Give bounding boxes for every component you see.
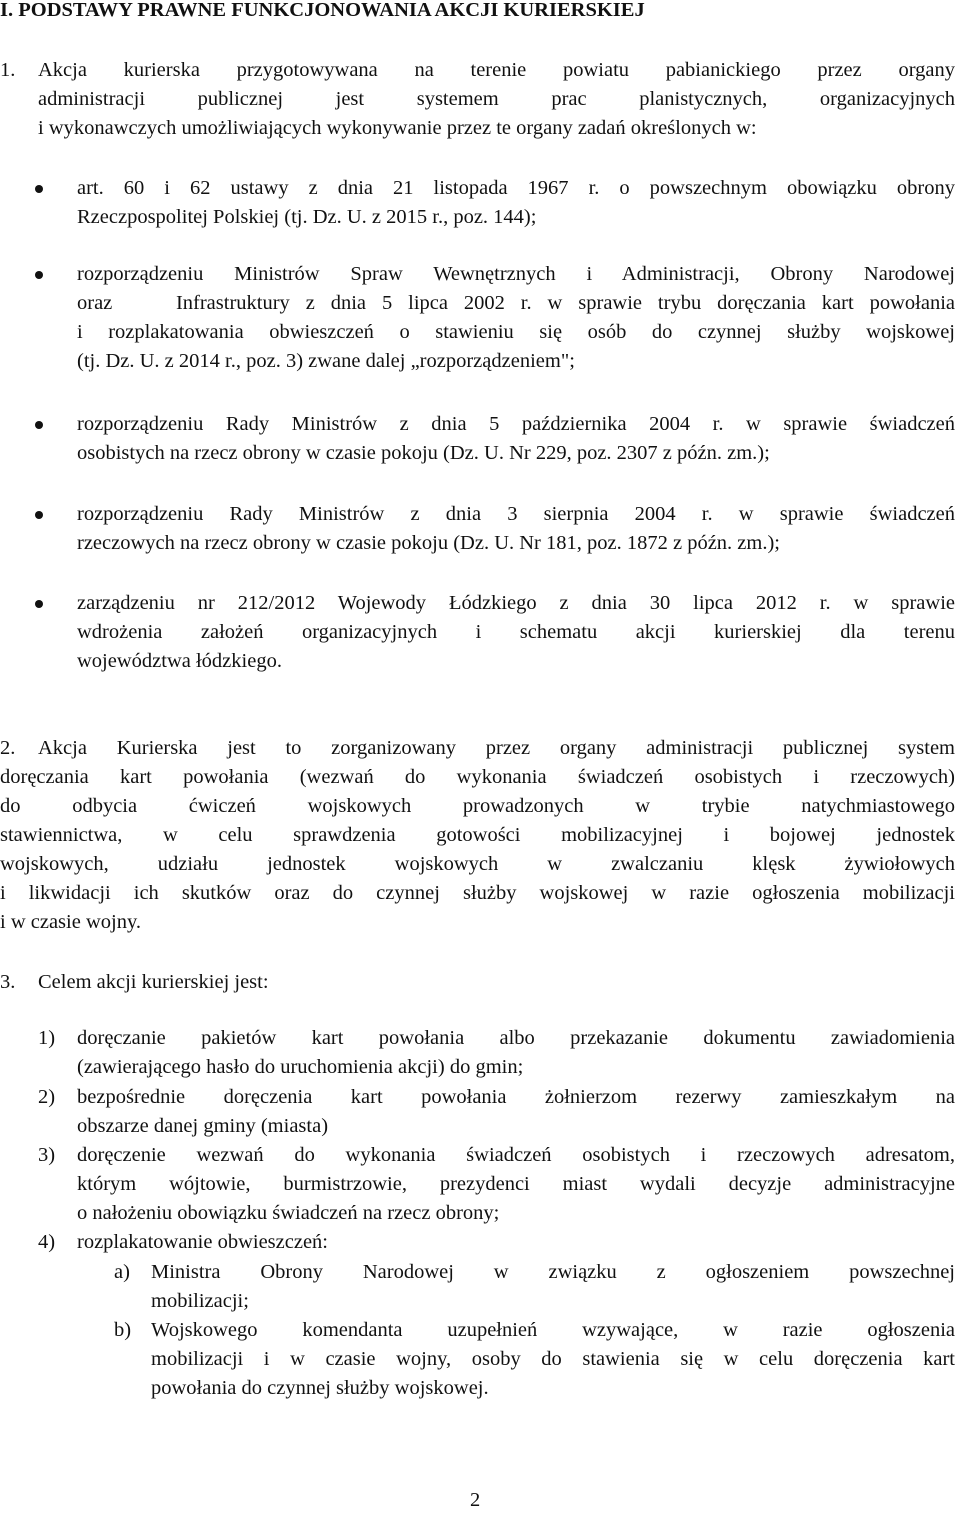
text-line: Wojskowego komendanta uzupełnień wzywające, w razie ogłoszenia: [151, 1319, 955, 1341]
bullet-icon: [35, 271, 43, 279]
paragraph-number: 1.: [0, 59, 16, 81]
text-line: do odbycia ćwiczeń wojskowych prowadzonych w trybie natychmiastowego: [0, 795, 955, 817]
bullet-icon: [35, 511, 43, 519]
item-label: 1): [38, 1027, 56, 1049]
text-line: o nałożeniu obowiązku świadczeń na rzecz obrony;: [77, 1202, 500, 1224]
paragraph-number: 3.: [0, 971, 16, 993]
text-line: wdrożenia założeń organizacyjnych i schematu akcji kurierskiej dla terenu: [77, 621, 955, 643]
text-line: rozporządzeniu Rady Ministrów z dnia 5 października 2004 r. w sprawie świadczeń: [77, 413, 955, 435]
text-line: województwa łódzkiego.: [77, 650, 282, 672]
paragraph-number: 2.: [0, 737, 16, 759]
item-label: 3): [38, 1144, 56, 1166]
text-line: doręczanie pakietów kart powołania albo przekazanie dokumentu zawiadomienia: [77, 1027, 955, 1049]
text-line: doręczenie wezwań do wykonania świadczeń osobistych i rzeczowych adresatom,: [77, 1144, 955, 1166]
item-label: a): [114, 1261, 130, 1283]
section-heading: I. PODSTAWY PRAWNE FUNKCJONOWANIA AKCJI KURIERSKIEJ: [0, 0, 645, 21]
bullet-icon: [35, 421, 43, 429]
text-line: (tj. Dz. U. z 2014 r., poz. 3) zwane dalej „rozporządzeniem";: [77, 350, 575, 372]
bullet-icon: [35, 185, 43, 193]
text-line: (zawierającego hasło do uruchomienia akcji) do gmin;: [77, 1056, 524, 1078]
text-line: oraz Infrastruktury z dnia 5 lipca 2002 r. w sprawie trybu doręczania kart powołania: [77, 292, 955, 314]
text-line: osobistych na rzecz obrony w czasie pokoju (Dz. U. Nr 229, poz. 2307 z późn. zm.);: [77, 442, 770, 464]
text-line: Akcja kurierska przygotowywana na terenie powiatu pabianickiego przez organy: [38, 59, 955, 81]
item-label: 4): [38, 1231, 56, 1253]
text-line: Akcja Kurierska jest to zorganizowany przez organy administracji publicznej system: [38, 737, 955, 759]
item-label: 2): [38, 1086, 56, 1108]
page-number: 2: [470, 1489, 481, 1511]
text-line: Ministra Obrony Narodowej w związku z ogłoszeniem powszechnej: [151, 1261, 955, 1283]
text-line: mobilizacji;: [151, 1290, 249, 1312]
text-line: obszarze danej gminy (miasta): [77, 1115, 329, 1137]
text-line: którym wójtowie, burmistrzowie, prezydenci miast wydali decyzje administracyjne: [77, 1173, 955, 1195]
text-line: i wykonawczych umożliwiających wykonywanie przez te organy zadań określonych w:: [38, 117, 757, 139]
text-line: i w czasie wojny.: [0, 911, 141, 933]
text-line: rozplakatowanie obwieszczeń:: [77, 1231, 329, 1253]
text-line: Rzeczpospolitej Polskiej (tj. Dz. U. z 2015 r., poz. 144);: [77, 206, 537, 228]
text-line: powołania do czynnej służby wojskowej.: [151, 1377, 489, 1399]
text-line: zarządzeniu nr 212/2012 Wojewody Łódzkiego z dnia 30 lipca 2012 r. w sprawie: [77, 592, 955, 614]
text-line: stawiennictwa, w celu sprawdzenia gotowości mobilizacyjnej i bojowej jednostek: [0, 824, 955, 846]
text-line: Celem akcji kurierskiej jest:: [38, 971, 269, 993]
text-line: art. 60 i 62 ustawy z dnia 21 listopada 1967 r. o powszechnym obowiązku obrony: [77, 177, 955, 199]
text-line: rozporządzeniu Ministrów Spraw Wewnętrznych i Administracji, Obrony Narodowej: [77, 263, 955, 285]
text-line: bezpośrednie doręczenia kart powołania żołnierzom rezerwy zamieszkałym na: [77, 1086, 955, 1108]
text-line: doręczania kart powołania (wezwań do wykonania świadczeń osobistych i rzeczowych): [0, 766, 955, 788]
text-line: mobilizacji i w czasie wojny, osoby do stawienia się w celu doręczenia kart: [151, 1348, 955, 1370]
text-line: i likwidacji ich skutków oraz do czynnej służby wojskowej w razie ogłoszenia mobilizacji: [0, 882, 955, 904]
text-line: rzeczowych na rzecz obrony w czasie pokoju (Dz. U. Nr 181, poz. 1872 z późn. zm.);: [77, 532, 780, 554]
item-label: b): [114, 1319, 132, 1341]
bullet-icon: [35, 600, 43, 608]
text-line: administracji publicznej jest systemem prac planistycznych, organizacyjnych: [38, 88, 955, 110]
text-line: rozporządzeniu Rady Ministrów z dnia 3 sierpnia 2004 r. w sprawie świadczeń: [77, 503, 955, 525]
text-line: i rozplakatowania obwieszczeń o stawieniu się osób do czynnej służby wojskowej: [77, 321, 955, 343]
text-line: wojskowych, udziału jednostek wojskowych w zwalczaniu klęsk żywiołowych: [0, 853, 955, 875]
